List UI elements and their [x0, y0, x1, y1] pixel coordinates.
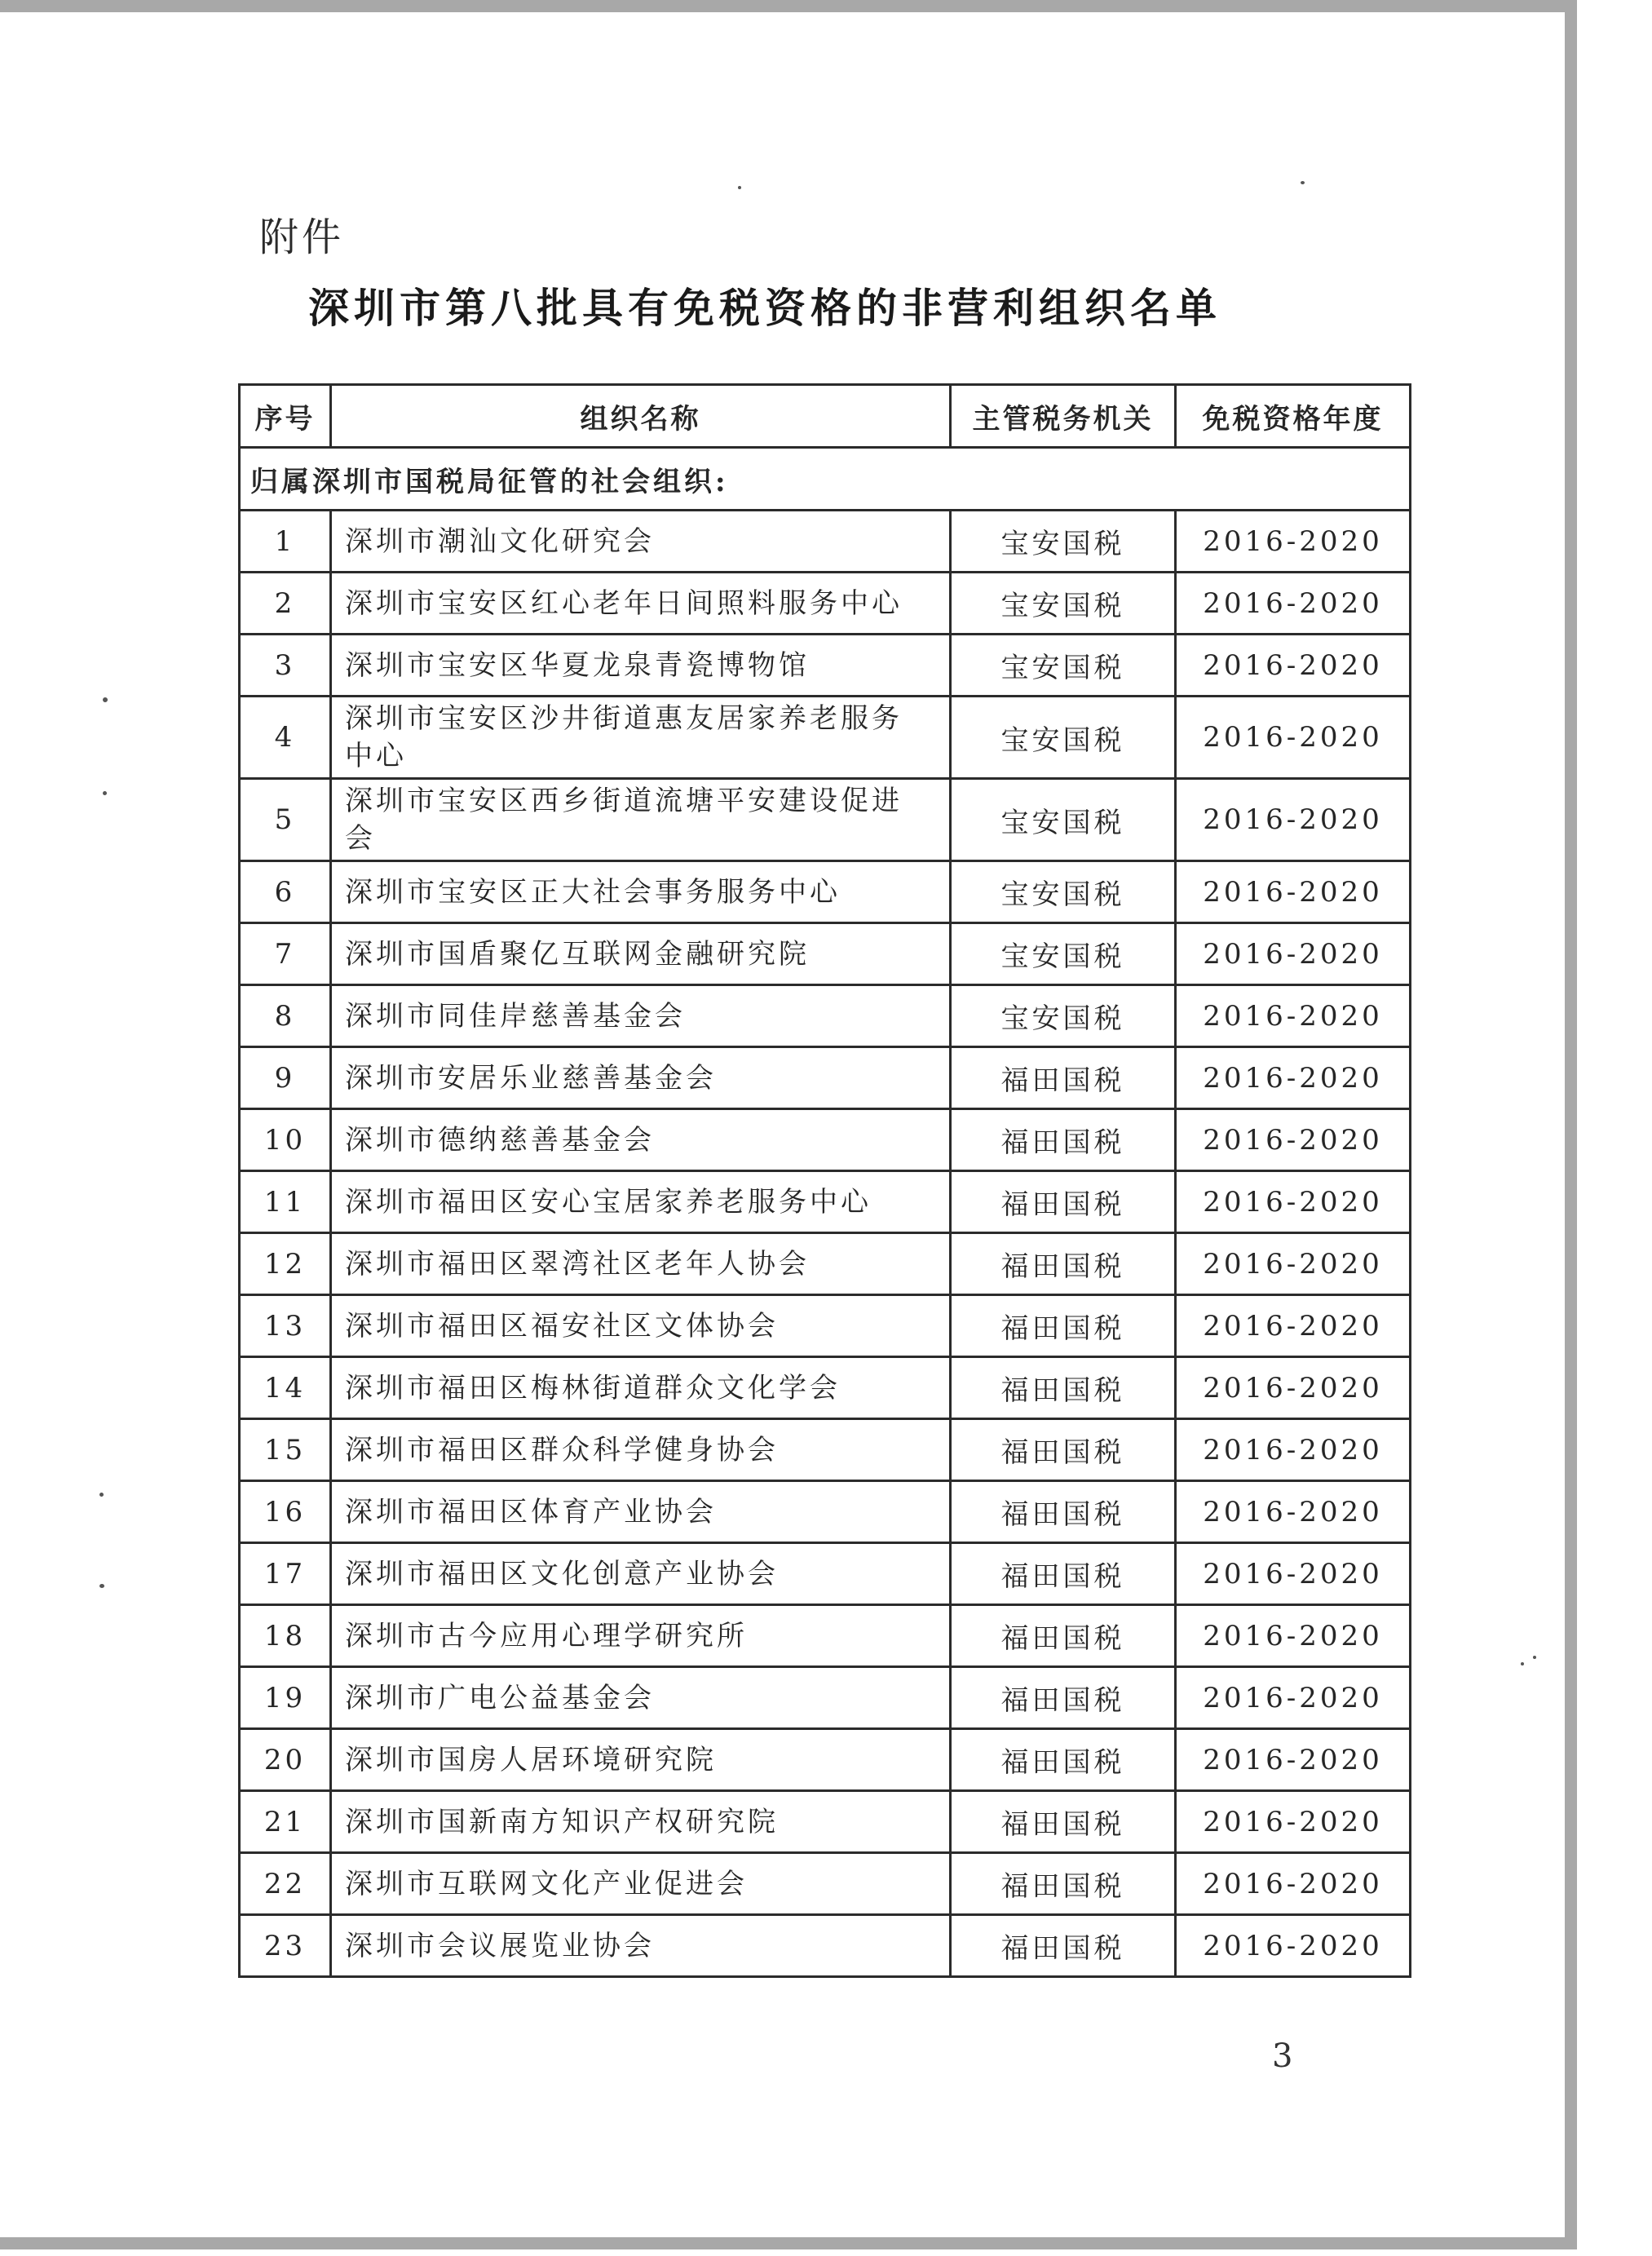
table-row	[240, 1481, 1411, 1543]
row-number: 17	[240, 1543, 331, 1605]
row-number: 22	[240, 1853, 331, 1915]
table-row	[240, 573, 1411, 635]
table-row	[240, 1791, 1411, 1853]
tax-office: 福田国税	[951, 1171, 1176, 1233]
organization-name: 深圳市会议展览业协会	[331, 1915, 951, 1977]
organization-name: 深圳市潮汕文化研究会	[331, 511, 951, 573]
organization-name: 深圳市德纳慈善基金会	[331, 1109, 951, 1171]
exemption-years: 2016-2020	[1176, 1419, 1411, 1481]
exemption-years: 2016-2020	[1176, 1791, 1411, 1853]
tax-office: 福田国税	[951, 1419, 1176, 1481]
row-number: 12	[240, 1233, 331, 1295]
row-number: 18	[240, 1605, 331, 1667]
table-row	[240, 1357, 1411, 1419]
row-number: 14	[240, 1357, 331, 1419]
organization-name: 深圳市宝安区华夏龙泉青瓷博物馆	[331, 635, 951, 697]
header-year: 免税资格年度	[1176, 385, 1411, 448]
table-row	[240, 1605, 1411, 1667]
row-number: 4	[240, 697, 331, 779]
exemption-years: 2016-2020	[1176, 1047, 1411, 1109]
organization-name: 深圳市福田区安心宝居家养老服务中心	[331, 1171, 951, 1233]
row-number: 7	[240, 923, 331, 985]
tax-office: 宝安国税	[951, 923, 1176, 985]
exemption-years: 2016-2020	[1176, 635, 1411, 697]
table-row	[240, 1295, 1411, 1357]
organization-name: 深圳市福田区翠湾社区老年人协会	[331, 1233, 951, 1295]
scan-speck	[99, 1493, 104, 1497]
row-number: 5	[240, 779, 331, 861]
row-number: 9	[240, 1047, 331, 1109]
table-row	[240, 923, 1411, 985]
table-header-row	[240, 385, 1411, 448]
organization-name: 深圳市福田区福安社区文体协会	[331, 1295, 951, 1357]
organization-name: 深圳市福田区梅林街道群众文化学会	[331, 1357, 951, 1419]
row-number: 13	[240, 1295, 331, 1357]
tax-office: 福田国税	[951, 1543, 1176, 1605]
organization-name: 深圳市宝安区西乡街道流塘平安建设促进会	[331, 779, 951, 861]
exemption-years: 2016-2020	[1176, 1233, 1411, 1295]
scan-speck	[103, 697, 108, 702]
organization-table	[238, 383, 1411, 1978]
tax-office: 福田国税	[951, 1481, 1176, 1543]
table-row	[240, 985, 1411, 1047]
organization-name: 深圳市福田区体育产业协会	[331, 1481, 951, 1543]
tax-office: 宝安国税	[951, 779, 1176, 861]
row-number: 20	[240, 1729, 331, 1791]
table-row	[240, 1171, 1411, 1233]
table-row	[240, 697, 1411, 779]
row-number: 8	[240, 985, 331, 1047]
table-row	[240, 1109, 1411, 1171]
tax-office: 福田国税	[951, 1915, 1176, 1977]
row-number: 1	[240, 511, 331, 573]
organization-name: 深圳市宝安区正大社会事务服务中心	[331, 861, 951, 923]
organization-name: 深圳市古今应用心理学研究所	[331, 1605, 951, 1667]
tax-office: 宝安国税	[951, 635, 1176, 697]
table-row	[240, 1853, 1411, 1915]
exemption-years: 2016-2020	[1176, 1481, 1411, 1543]
exemption-years: 2016-2020	[1176, 511, 1411, 573]
tax-office: 福田国税	[951, 1605, 1176, 1667]
scan-speck	[1533, 1656, 1536, 1659]
tax-office: 宝安国税	[951, 511, 1176, 573]
organization-name: 深圳市广电公益基金会	[331, 1667, 951, 1729]
organization-name: 深圳市国新南方知识产权研究院	[331, 1791, 951, 1853]
tax-office: 福田国税	[951, 1729, 1176, 1791]
exemption-years: 2016-2020	[1176, 985, 1411, 1047]
exemption-years: 2016-2020	[1176, 923, 1411, 985]
organization-name: 深圳市福田区文化创意产业协会	[331, 1543, 951, 1605]
organization-name: 深圳市福田区群众科学健身协会	[331, 1419, 951, 1481]
tax-office: 福田国税	[951, 1047, 1176, 1109]
scan-speck	[99, 1584, 104, 1588]
row-number: 10	[240, 1109, 331, 1171]
table-row	[240, 1667, 1411, 1729]
organization-name: 深圳市国盾聚亿互联网金融研究院	[331, 923, 951, 985]
exemption-years: 2016-2020	[1176, 697, 1411, 779]
header-name: 组织名称	[331, 385, 951, 448]
table-row	[240, 1543, 1411, 1605]
organization-name: 深圳市互联网文化产业促进会	[331, 1853, 951, 1915]
organization-name: 深圳市宝安区沙井街道惠友居家养老服务中心	[331, 697, 951, 779]
organization-name: 深圳市同佳岸慈善基金会	[331, 985, 951, 1047]
exemption-years: 2016-2020	[1176, 1853, 1411, 1915]
tax-office: 福田国税	[951, 1233, 1176, 1295]
exemption-years: 2016-2020	[1176, 1667, 1411, 1729]
table-row	[240, 1915, 1411, 1977]
exemption-years: 2016-2020	[1176, 1109, 1411, 1171]
exemption-years: 2016-2020	[1176, 1543, 1411, 1605]
exemption-years: 2016-2020	[1176, 861, 1411, 923]
exemption-years: 2016-2020	[1176, 1605, 1411, 1667]
exemption-years: 2016-2020	[1176, 1295, 1411, 1357]
table-row	[240, 1419, 1411, 1481]
tax-office: 福田国税	[951, 1357, 1176, 1419]
header-no: 序号	[240, 385, 331, 448]
row-number: 15	[240, 1419, 331, 1481]
tax-office: 福田国税	[951, 1667, 1176, 1729]
tax-office: 福田国税	[951, 1853, 1176, 1915]
tax-office: 宝安国税	[951, 985, 1176, 1047]
tax-office: 宝安国税	[951, 573, 1176, 635]
scan-speck	[103, 791, 107, 795]
exemption-years: 2016-2020	[1176, 1729, 1411, 1791]
row-number: 2	[240, 573, 331, 635]
tax-office: 福田国税	[951, 1791, 1176, 1853]
row-number: 19	[240, 1667, 331, 1729]
organization-name: 深圳市国房人居环境研究院	[331, 1729, 951, 1791]
page-number: 3	[1272, 2037, 1293, 2075]
section-row	[240, 448, 1411, 511]
row-number: 23	[240, 1915, 331, 1977]
tax-office: 福田国税	[951, 1109, 1176, 1171]
exemption-years: 2016-2020	[1176, 573, 1411, 635]
table-row	[240, 1729, 1411, 1791]
scan-speck	[738, 186, 741, 189]
tax-office: 福田国税	[951, 1295, 1176, 1357]
section-label: 归属深圳市国税局征管的社会组织:	[240, 448, 1411, 511]
table-row	[240, 1047, 1411, 1109]
tax-office: 宝安国税	[951, 697, 1176, 779]
row-number: 3	[240, 635, 331, 697]
row-number: 11	[240, 1171, 331, 1233]
exemption-years: 2016-2020	[1176, 779, 1411, 861]
exemption-years: 2016-2020	[1176, 1171, 1411, 1233]
table-row	[240, 861, 1411, 923]
organization-name: 深圳市安居乐业慈善基金会	[331, 1047, 951, 1109]
scan-speck	[1521, 1662, 1524, 1665]
table-row	[240, 779, 1411, 861]
row-number: 6	[240, 861, 331, 923]
scan-speck	[1301, 181, 1305, 184]
attachment-label: 附件	[259, 215, 345, 260]
row-number: 21	[240, 1791, 331, 1853]
exemption-years: 2016-2020	[1176, 1357, 1411, 1419]
header-office: 主管税务机关	[951, 385, 1176, 448]
exemption-years: 2016-2020	[1176, 1915, 1411, 1977]
organization-name: 深圳市宝安区红心老年日间照料服务中心	[331, 573, 951, 635]
document-title: 深圳市第八批具有免税资格的非营利组织名单	[308, 284, 1221, 332]
tax-office: 宝安国税	[951, 861, 1176, 923]
table-row	[240, 635, 1411, 697]
row-number: 16	[240, 1481, 331, 1543]
table-row	[240, 1233, 1411, 1295]
table-row	[240, 511, 1411, 573]
